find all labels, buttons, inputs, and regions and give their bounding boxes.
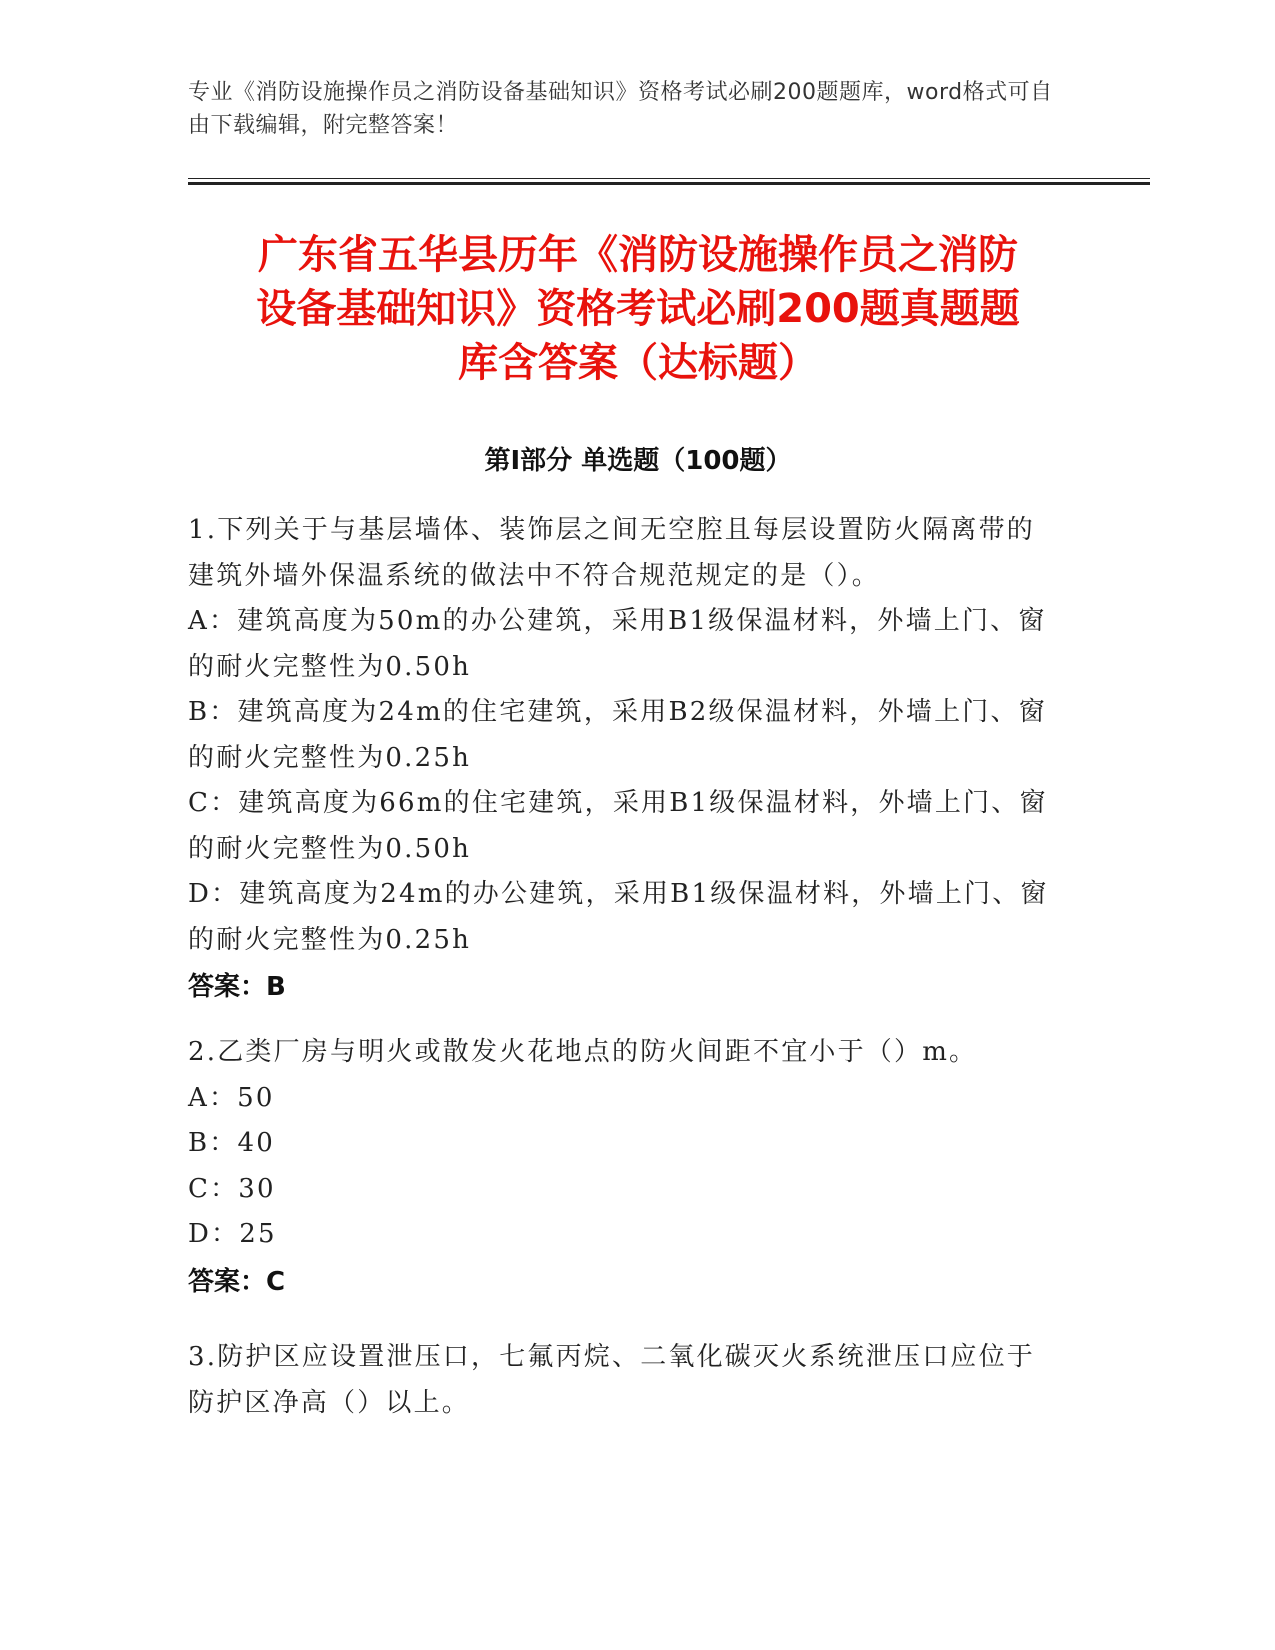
- answer-label: 答案：C: [188, 1266, 286, 1297]
- option-a: A：建筑高度为50m的办公建筑，采用B1级保温材料，外墙上门、窗: [188, 606, 1047, 636]
- question-stem: 建筑外墙外保温系统的做法中不符合规范规定的是（）。: [188, 560, 881, 591]
- title-line-3: 库含答案（达标题）: [458, 340, 818, 386]
- question-1: [188, 508, 1088, 1011]
- option-d: D：建筑高度为24m的办公建筑，采用B1级保温材料，外墙上门、窗: [188, 879, 1049, 909]
- option-a: A：50: [188, 1082, 275, 1113]
- answer-label: 答案：B: [188, 972, 286, 1002]
- option-b: 的耐火完整性为0.25h: [188, 742, 472, 773]
- title-line-1: 广东省五华县历年《消防设施操作员之消防: [258, 232, 1018, 278]
- title-line-2: 设备基础知识》资格考试必刷200题真题题: [256, 286, 1020, 332]
- header-divider-thin: [188, 178, 1150, 179]
- document-title: [188, 228, 1088, 390]
- question-stem: 2.乙类厂房与明火或散发火花地点的防火间距不宜小于（）m。: [188, 1037, 978, 1067]
- option-c: 的耐火完整性为0.50h: [188, 833, 472, 864]
- question-3: [188, 1335, 1088, 1426]
- section-title: 第Ⅰ部分 单选题（100题）: [484, 446, 792, 476]
- header-divider-thick: [188, 182, 1150, 185]
- option-c: C：30: [188, 1173, 276, 1204]
- option-b: B：建筑高度为24m的住宅建筑，采用B2级保温材料，外墙上门、窗: [188, 697, 1047, 727]
- option-b: B：40: [188, 1128, 275, 1158]
- header-note: 专业《消防设施操作员之消防设备基础知识》资格考试必刷200题题库，word格式可自由下载编辑，附完整答案！: [188, 80, 1053, 138]
- question-2: [188, 1030, 1088, 1305]
- question-stem: 3.防护区应设置泄压口，七氟丙烷、二氧化碳灭火系统泄压口应位于: [188, 1342, 1036, 1372]
- question-stem: 防护区净高（）以上。: [188, 1387, 471, 1418]
- option-d: 的耐火完整性为0.25h: [188, 924, 472, 955]
- question-stem: 1.下列关于与基层墙体、装饰层之间无空腔且每层设置防火隔离带的: [188, 515, 1036, 545]
- option-d: D：25: [188, 1219, 277, 1249]
- option-a: 的耐火完整性为0.50h: [188, 651, 472, 682]
- option-c: C：建筑高度为66m的住宅建筑，采用B1级保温材料，外墙上门、窗: [188, 788, 1048, 818]
